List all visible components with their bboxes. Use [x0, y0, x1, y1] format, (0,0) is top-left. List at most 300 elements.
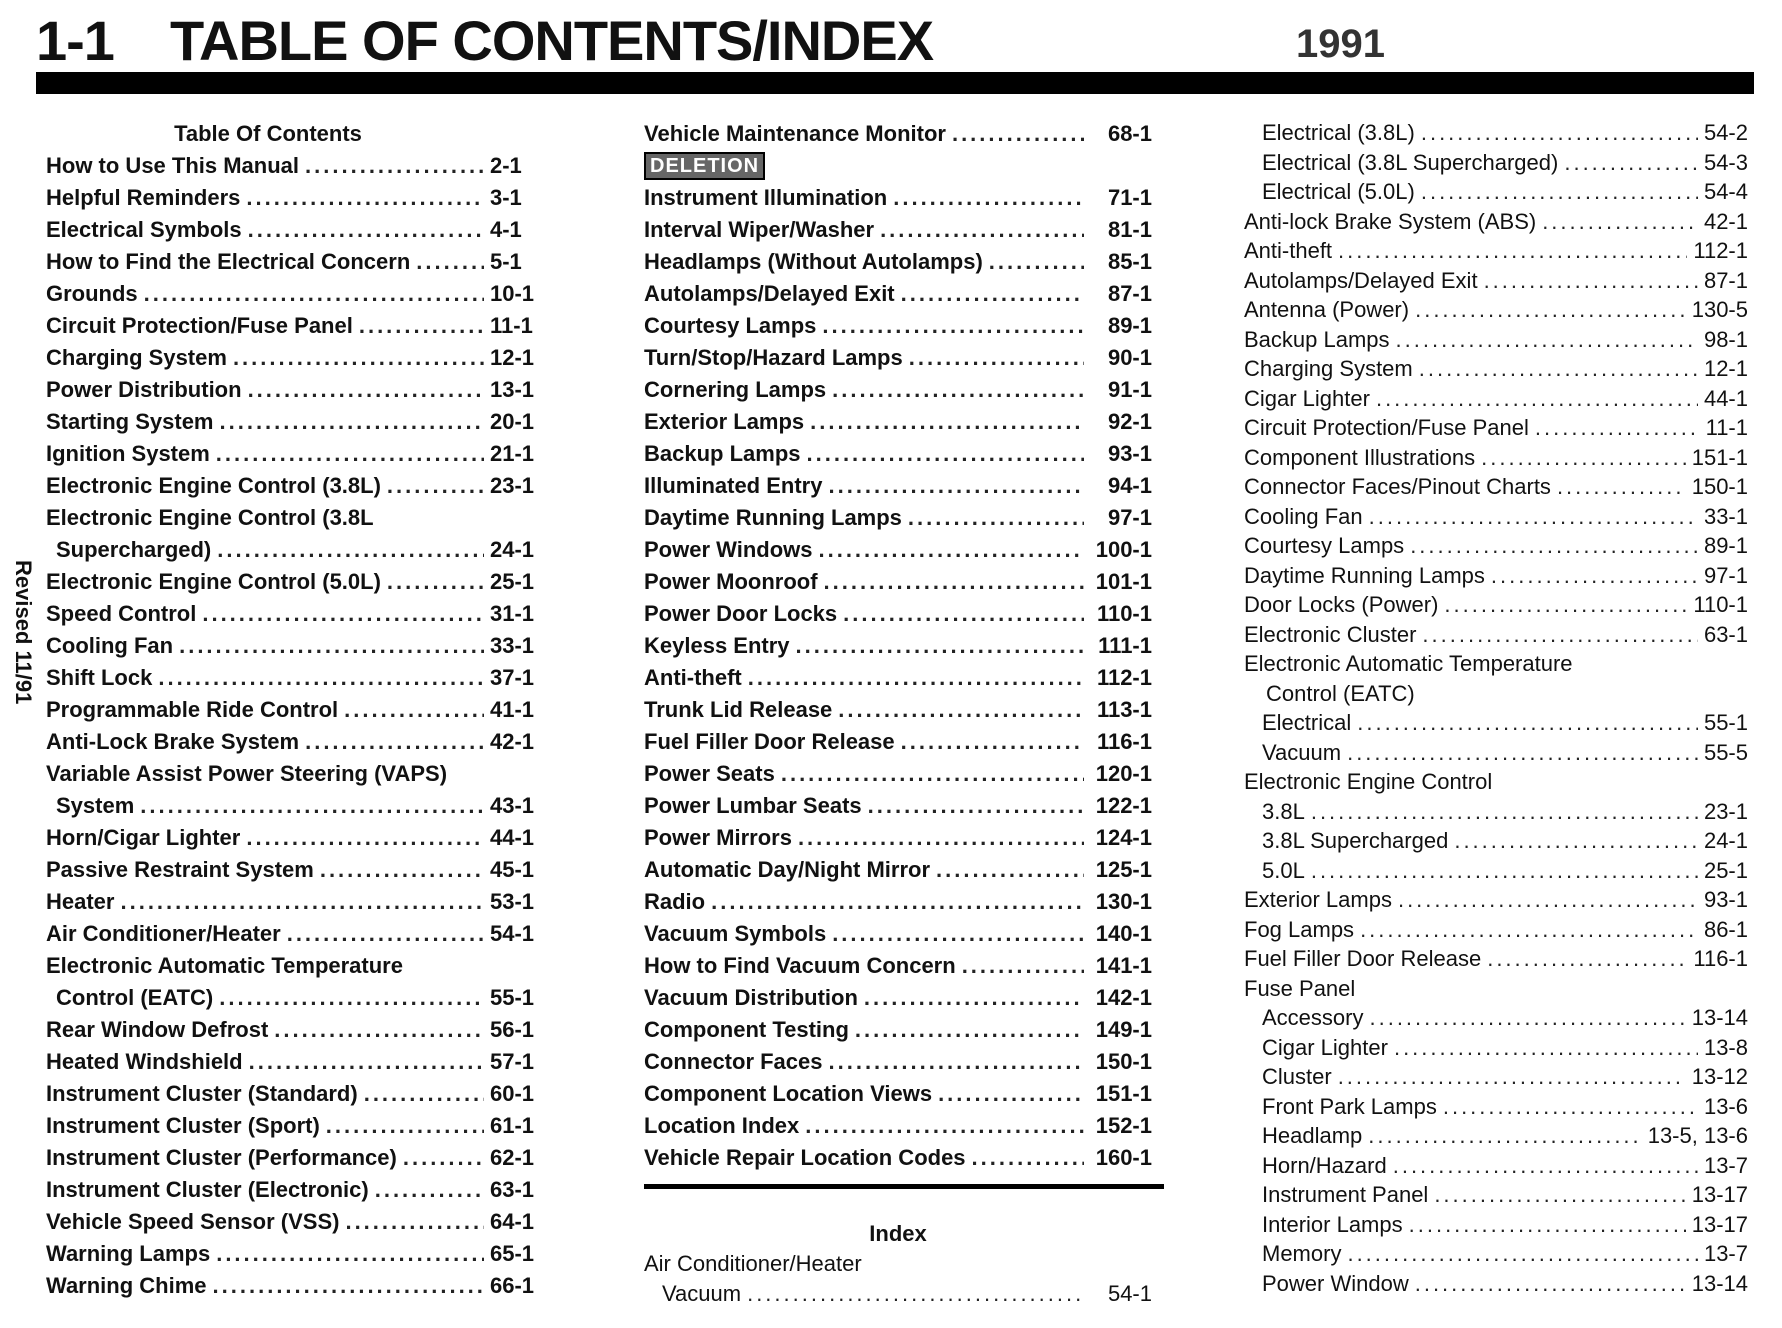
entry-title: Connector Faces/Pinout Charts	[1244, 474, 1551, 499]
contents-entry	[644, 1014, 1152, 1046]
entry-page: 87-1	[1703, 267, 1748, 293]
entry-title: Control (EATC)	[56, 985, 214, 1010]
dot-leader	[144, 278, 484, 310]
entry-page: 98-1	[1703, 326, 1748, 352]
entry-page: 11-1	[490, 313, 533, 338]
entry-title: Courtesy Lamps	[644, 313, 817, 338]
entry-title: 3.8L Supercharged	[1262, 828, 1449, 853]
dot-leader	[1415, 1269, 1686, 1299]
contents-entry	[46, 374, 556, 406]
entry-page: 86-1	[1703, 916, 1748, 942]
contents-entry	[46, 214, 556, 246]
entry-title: Power Door Locks	[644, 601, 838, 626]
index-entry	[1244, 1239, 1748, 1269]
entry-page: 116-1	[1096, 729, 1152, 754]
contents-entry	[644, 310, 1152, 342]
entry-page: 5-1	[490, 249, 522, 274]
contents-entry	[46, 950, 556, 982]
index-entry	[1244, 207, 1748, 237]
index-entry	[1244, 620, 1748, 650]
dot-leader	[989, 246, 1084, 278]
entry-title: Fog Lamps	[1244, 916, 1355, 942]
dot-leader	[345, 1206, 484, 1238]
dot-leader	[1491, 561, 1698, 591]
dot-leader	[305, 150, 484, 182]
contents-entry	[644, 246, 1152, 278]
dot-leader	[120, 886, 484, 918]
index-entry	[1244, 1092, 1748, 1122]
dot-leader	[807, 438, 1085, 470]
index-entry	[1244, 266, 1748, 296]
entry-title: Vacuum Symbols	[644, 921, 827, 946]
header-rule	[36, 72, 1754, 94]
entry-title: Variable Assist Power Steering (VAPS)	[46, 761, 448, 786]
entry-page: 113-1	[1096, 697, 1152, 722]
contents-entry	[46, 694, 556, 726]
index-heading: Index	[869, 1221, 927, 1246]
entry-page: 54-3	[1703, 149, 1748, 175]
entry-title: Fuel Filler Door Release	[644, 729, 895, 754]
index-entry	[1244, 1269, 1748, 1299]
contents-column-2	[644, 118, 1152, 1309]
contents-entry	[46, 406, 556, 438]
entry-title: Backup Lamps	[644, 441, 801, 466]
entry-page: 44-1	[490, 825, 535, 850]
index-entry	[1244, 561, 1748, 591]
contents-entry	[644, 758, 1152, 790]
contents-entry	[46, 758, 556, 790]
entry-page: 152-1	[1095, 1113, 1152, 1138]
entry-title: Power Distribution	[46, 377, 242, 402]
dot-leader	[1357, 708, 1698, 738]
entry-page: 112-1	[1693, 238, 1748, 263]
entry-page: 92-1	[1107, 409, 1152, 434]
entry-title: Autolamps/Delayed Exit	[644, 281, 895, 306]
contents-entry	[644, 342, 1152, 374]
entry-title: Instrument Illumination	[644, 185, 888, 210]
dot-leader	[1368, 1121, 1641, 1151]
dot-leader	[748, 662, 1084, 694]
dot-leader	[1454, 826, 1698, 856]
entry-title: Power Lumbar Seats	[644, 793, 862, 818]
contents-entry	[644, 662, 1152, 694]
entry-page: 60-1	[490, 1081, 535, 1106]
dot-leader	[1394, 1033, 1698, 1063]
contents-entry	[46, 278, 556, 310]
dot-leader	[375, 1174, 484, 1206]
dot-leader	[855, 1014, 1084, 1046]
entry-title: Headlamp	[1262, 1123, 1363, 1148]
entry-title: Instrument Cluster (Sport)	[46, 1113, 320, 1138]
entry-title: Helpful Reminders	[46, 185, 241, 210]
dot-leader	[908, 502, 1084, 534]
entry-page: 142-1	[1095, 985, 1152, 1010]
entry-title: Accessory	[1262, 1005, 1364, 1030]
dot-leader	[216, 1238, 484, 1270]
index-entry	[1244, 325, 1748, 355]
entry-title: Circuit Protection/Fuse Panel	[1244, 415, 1529, 440]
index-entry	[1244, 708, 1748, 738]
contents-entry	[644, 182, 1152, 214]
entry-page: 13-1	[490, 377, 535, 402]
entry-page: 63-1	[490, 1177, 535, 1202]
entry-title: Headlamps (Without Autolamps)	[644, 249, 983, 274]
entry-title: Charging System	[1244, 356, 1413, 381]
dot-leader	[287, 918, 484, 950]
dot-leader	[326, 1110, 484, 1142]
entry-page: 149-1	[1095, 1017, 1152, 1042]
entry-page: 97-1	[1107, 505, 1152, 530]
index-entry	[1244, 531, 1748, 561]
dot-leader	[216, 438, 484, 470]
contents-entry	[46, 662, 556, 694]
entry-page: 141-1	[1095, 953, 1152, 978]
entry-title: Fuse Panel	[1244, 975, 1356, 1001]
entry-title: Horn/Cigar Lighter	[46, 825, 241, 850]
entry-page: 54-4	[1703, 179, 1748, 204]
dot-leader	[938, 1078, 1084, 1110]
entry-page: 54-1	[490, 921, 535, 946]
entry-page: 41-1	[490, 697, 535, 722]
index-entry	[1244, 1121, 1748, 1151]
dot-leader	[1347, 1239, 1698, 1269]
entry-page: 20-1	[490, 409, 535, 434]
dot-leader	[387, 566, 484, 598]
contents-entry	[46, 1110, 556, 1142]
dot-leader	[810, 406, 1084, 438]
entry-page: 13-17	[1691, 1182, 1748, 1207]
contents-entry	[644, 854, 1152, 886]
dot-leader	[344, 694, 484, 726]
entry-title: Courtesy Lamps	[1244, 533, 1405, 558]
contents-entry	[644, 214, 1152, 246]
entry-page: 13-12	[1691, 1064, 1748, 1089]
contents-entry	[46, 502, 556, 534]
dot-leader	[1338, 1062, 1686, 1092]
entry-title: Front Park Lamps	[1262, 1093, 1437, 1119]
dot-leader	[1487, 944, 1687, 974]
index-entry	[1244, 1180, 1748, 1210]
contents-entry	[46, 982, 556, 1014]
contents-entry	[644, 598, 1152, 630]
contents-entry	[46, 1014, 556, 1046]
dot-leader	[711, 886, 1084, 918]
contents-entry	[46, 310, 556, 342]
entry-title: Anti-theft	[644, 665, 742, 690]
dot-leader	[1393, 1151, 1698, 1181]
entry-title: Warning Lamps	[46, 1241, 211, 1266]
index-entry	[1244, 679, 1748, 709]
contents-entry	[644, 534, 1152, 566]
dot-leader	[952, 118, 1084, 150]
entry-title: Electrical (5.0L)	[1262, 179, 1415, 204]
entry-page: 62-1	[490, 1145, 535, 1170]
dot-leader	[1542, 207, 1698, 237]
index-entry	[1244, 413, 1748, 443]
entry-page: 122-1	[1095, 793, 1152, 818]
dot-leader	[387, 470, 484, 502]
dot-leader	[796, 630, 1084, 662]
entry-page: 55-1	[490, 985, 535, 1010]
entry-page: 13-5, 13-6	[1647, 1123, 1748, 1148]
contents-entry	[644, 630, 1152, 662]
entry-title: Fuel Filler Door Release	[1244, 946, 1482, 971]
entry-title: Power Windows	[644, 537, 813, 562]
contents-entry	[46, 1046, 556, 1078]
contents-entry	[46, 822, 556, 854]
dot-leader	[320, 854, 484, 886]
index-entry	[1244, 384, 1748, 414]
entry-title: Electrical Symbols	[46, 217, 242, 242]
dot-leader	[220, 406, 485, 438]
entry-title: Electronic Cluster	[1244, 621, 1417, 647]
entry-title: Vacuum	[1262, 739, 1342, 765]
dot-leader	[403, 1142, 484, 1174]
contents-entry	[46, 1206, 556, 1238]
dot-leader	[818, 534, 1084, 566]
entry-title: Interior Lamps	[1262, 1211, 1403, 1237]
entry-title: Component Testing	[644, 1017, 849, 1042]
entry-page: 10-1	[490, 281, 535, 306]
dot-leader	[972, 1142, 1084, 1174]
entry-page: 42-1	[1703, 208, 1748, 234]
entry-title: Backup Lamps	[1244, 326, 1390, 352]
index-divider	[644, 1184, 1164, 1189]
dot-leader	[1396, 325, 1698, 355]
entry-page: 42-1	[490, 729, 535, 754]
dot-leader	[1347, 738, 1698, 768]
dot-leader	[233, 342, 484, 374]
contents-entry	[46, 438, 556, 470]
index-entry	[1244, 443, 1748, 473]
index-entry	[1244, 1151, 1748, 1181]
entry-page: 37-1	[490, 665, 535, 690]
entry-page: 150-1	[1095, 1049, 1152, 1074]
entry-title: Programmable Ride Control	[46, 697, 339, 722]
dot-leader	[1369, 502, 1698, 532]
entry-title: Cigar Lighter	[1262, 1034, 1388, 1060]
entry-title: Power Seats	[644, 761, 775, 786]
entry-title: Instrument Panel	[1262, 1182, 1429, 1207]
dot-leader	[798, 822, 1084, 854]
contents-entry	[46, 886, 556, 918]
deletion-stamp: DELETION	[644, 152, 765, 180]
contents-entry	[46, 854, 556, 886]
entry-page: 13-7	[1703, 1241, 1748, 1266]
index-entry	[1244, 295, 1748, 325]
contents-entry	[46, 1078, 556, 1110]
entry-title: Illuminated Entry	[644, 473, 823, 498]
entry-page: 13-7	[1703, 1152, 1748, 1178]
entry-title: Electronic Automatic Temperature	[46, 953, 403, 978]
dot-leader	[246, 182, 484, 214]
entry-title: Supercharged)	[56, 537, 212, 562]
dot-leader	[202, 598, 484, 630]
index-entry	[1244, 354, 1748, 384]
entry-page: 21-1	[490, 441, 535, 466]
dot-leader	[828, 470, 1084, 502]
dot-leader	[1415, 295, 1686, 325]
index-entry	[1244, 915, 1748, 945]
entry-page: 87-1	[1107, 281, 1152, 306]
contents-entry	[644, 278, 1152, 310]
entry-page: 45-1	[490, 857, 535, 882]
contents-entry	[46, 726, 556, 758]
entry-page: 44-1	[1703, 385, 1748, 411]
dot-leader	[838, 694, 1084, 726]
entry-page: 64-1	[490, 1209, 535, 1234]
entry-title: System	[56, 793, 135, 818]
entry-title: Component Illustrations	[1244, 444, 1476, 470]
entry-title: Instrument Cluster (Performance)	[46, 1145, 397, 1170]
entry-page: 93-1	[1107, 441, 1152, 466]
entry-page: 124-1	[1095, 825, 1152, 850]
entry-title: Cornering Lamps	[644, 377, 827, 402]
entry-page: 110-1	[1096, 601, 1152, 626]
index-entry	[1244, 826, 1748, 856]
entry-title: Door Locks (Power)	[1244, 592, 1439, 617]
entry-title: Vehicle Repair Location Codes	[644, 1145, 966, 1170]
entry-title: Location Index	[644, 1113, 800, 1138]
dot-leader	[179, 630, 484, 662]
entry-title: Electronic Engine Control (3.8L)	[46, 473, 381, 498]
contents-entry	[644, 822, 1152, 854]
contents-entry	[46, 1174, 556, 1206]
deletion-row	[644, 150, 1152, 182]
contents-entry	[644, 1046, 1152, 1078]
index-entry	[1244, 885, 1748, 915]
entry-title: Radio	[644, 889, 706, 914]
entry-title: Speed Control	[46, 601, 197, 626]
entry-title: Circuit Protection/Fuse Panel	[46, 313, 353, 338]
dot-leader	[880, 214, 1084, 246]
entry-page: 110-1	[1693, 592, 1748, 617]
entry-title: Instrument Cluster (Standard)	[46, 1081, 358, 1106]
index-entry	[1244, 797, 1748, 827]
entry-page: 85-1	[1107, 249, 1152, 274]
entry-page: 89-1	[1107, 313, 1152, 338]
contents-entry	[46, 1238, 556, 1270]
dot-leader	[416, 246, 484, 278]
entry-page: 56-1	[490, 1017, 535, 1042]
index-entry	[1244, 767, 1748, 797]
contents-entry	[644, 374, 1152, 406]
entry-title: Grounds	[46, 281, 138, 306]
index-entry: Air Conditioner/Heater	[644, 1251, 862, 1276]
dot-leader	[1557, 472, 1686, 502]
dot-leader	[248, 214, 484, 246]
entry-title: Rear Window Defrost	[46, 1017, 269, 1042]
entry-page: 57-1	[490, 1049, 535, 1074]
contents-entry	[46, 1270, 556, 1302]
entry-title: Heated Windshield	[46, 1049, 243, 1074]
index-entry	[1244, 974, 1748, 1004]
dot-leader	[832, 374, 1084, 406]
entry-page: 94-1	[1107, 473, 1152, 498]
entry-page: 54-1	[1107, 1281, 1152, 1306]
dot-leader	[213, 1270, 484, 1302]
dot-leader	[824, 566, 1084, 598]
entry-page: 116-1	[1693, 946, 1748, 971]
entry-page: 23-1	[1703, 798, 1748, 824]
contents-entry	[46, 342, 556, 374]
entry-title: Exterior Lamps	[644, 409, 805, 434]
entry-title: Vehicle Maintenance Monitor	[644, 121, 946, 146]
index-entry	[1244, 590, 1748, 620]
index-entry	[1244, 502, 1748, 532]
entry-page: 55-5	[1703, 739, 1748, 765]
entry-page: 71-1	[1107, 185, 1152, 210]
entry-title: Air Conditioner/Heater	[46, 921, 281, 946]
dot-leader	[274, 1014, 484, 1046]
entry-page: 13-17	[1691, 1211, 1748, 1237]
dot-leader	[1360, 915, 1698, 945]
dot-leader	[962, 950, 1084, 982]
entry-title: Cluster	[1262, 1064, 1332, 1089]
dot-leader	[1434, 1180, 1685, 1210]
contents-entry	[46, 1142, 556, 1174]
contents-entry	[46, 470, 556, 502]
entry-page: 130-1	[1095, 889, 1152, 914]
dot-leader	[248, 374, 484, 406]
entry-page: 91-1	[1107, 377, 1152, 402]
contents-entry	[644, 694, 1152, 726]
dot-leader	[217, 534, 484, 566]
model-year: 1991	[1296, 22, 1385, 66]
entry-page: 100-1	[1095, 537, 1152, 562]
entry-page: 111-1	[1098, 633, 1152, 658]
index-entry	[1244, 738, 1748, 768]
entry-page: 65-1	[490, 1241, 535, 1266]
dot-leader	[936, 854, 1084, 886]
entry-title: How to Use This Manual	[46, 153, 300, 178]
contents-entry	[46, 566, 556, 598]
contents-entry	[644, 502, 1152, 534]
dot-leader	[901, 726, 1084, 758]
contents-entry	[644, 406, 1152, 438]
entry-title: Component Location Views	[644, 1081, 933, 1106]
index-entry	[1244, 1003, 1748, 1033]
contents-entry	[644, 566, 1152, 598]
entry-title: Ignition System	[46, 441, 210, 466]
index-entry	[1244, 472, 1748, 502]
entry-title: Electrical	[1262, 710, 1352, 735]
entry-title: Cooling Fan	[1244, 503, 1363, 529]
entry-page: 3-1	[490, 185, 522, 210]
entry-page: 4-1	[490, 217, 522, 242]
entry-page: 130-5	[1691, 297, 1748, 322]
entry-title: Starting System	[46, 409, 214, 434]
dot-leader	[901, 278, 1084, 310]
index-entry	[1244, 236, 1748, 266]
entry-title: Horn/Hazard	[1262, 1152, 1387, 1178]
dot-leader	[832, 918, 1084, 950]
index-entry	[1244, 1062, 1748, 1092]
entry-page: 90-1	[1107, 345, 1152, 370]
dot-leader	[781, 758, 1084, 790]
contents-entry	[46, 150, 556, 182]
entry-title: Instrument Cluster (Electronic)	[46, 1177, 369, 1202]
dot-leader	[1419, 354, 1698, 384]
dot-leader	[1421, 177, 1698, 207]
dot-leader	[822, 310, 1084, 342]
contents-entry	[46, 918, 556, 950]
contents-entry	[644, 790, 1152, 822]
contents-entry	[644, 886, 1152, 918]
entry-title: How to Find Vacuum Concern	[644, 953, 956, 978]
entry-title: Heater	[46, 889, 115, 914]
entry-page: 151-1	[1095, 1081, 1152, 1106]
